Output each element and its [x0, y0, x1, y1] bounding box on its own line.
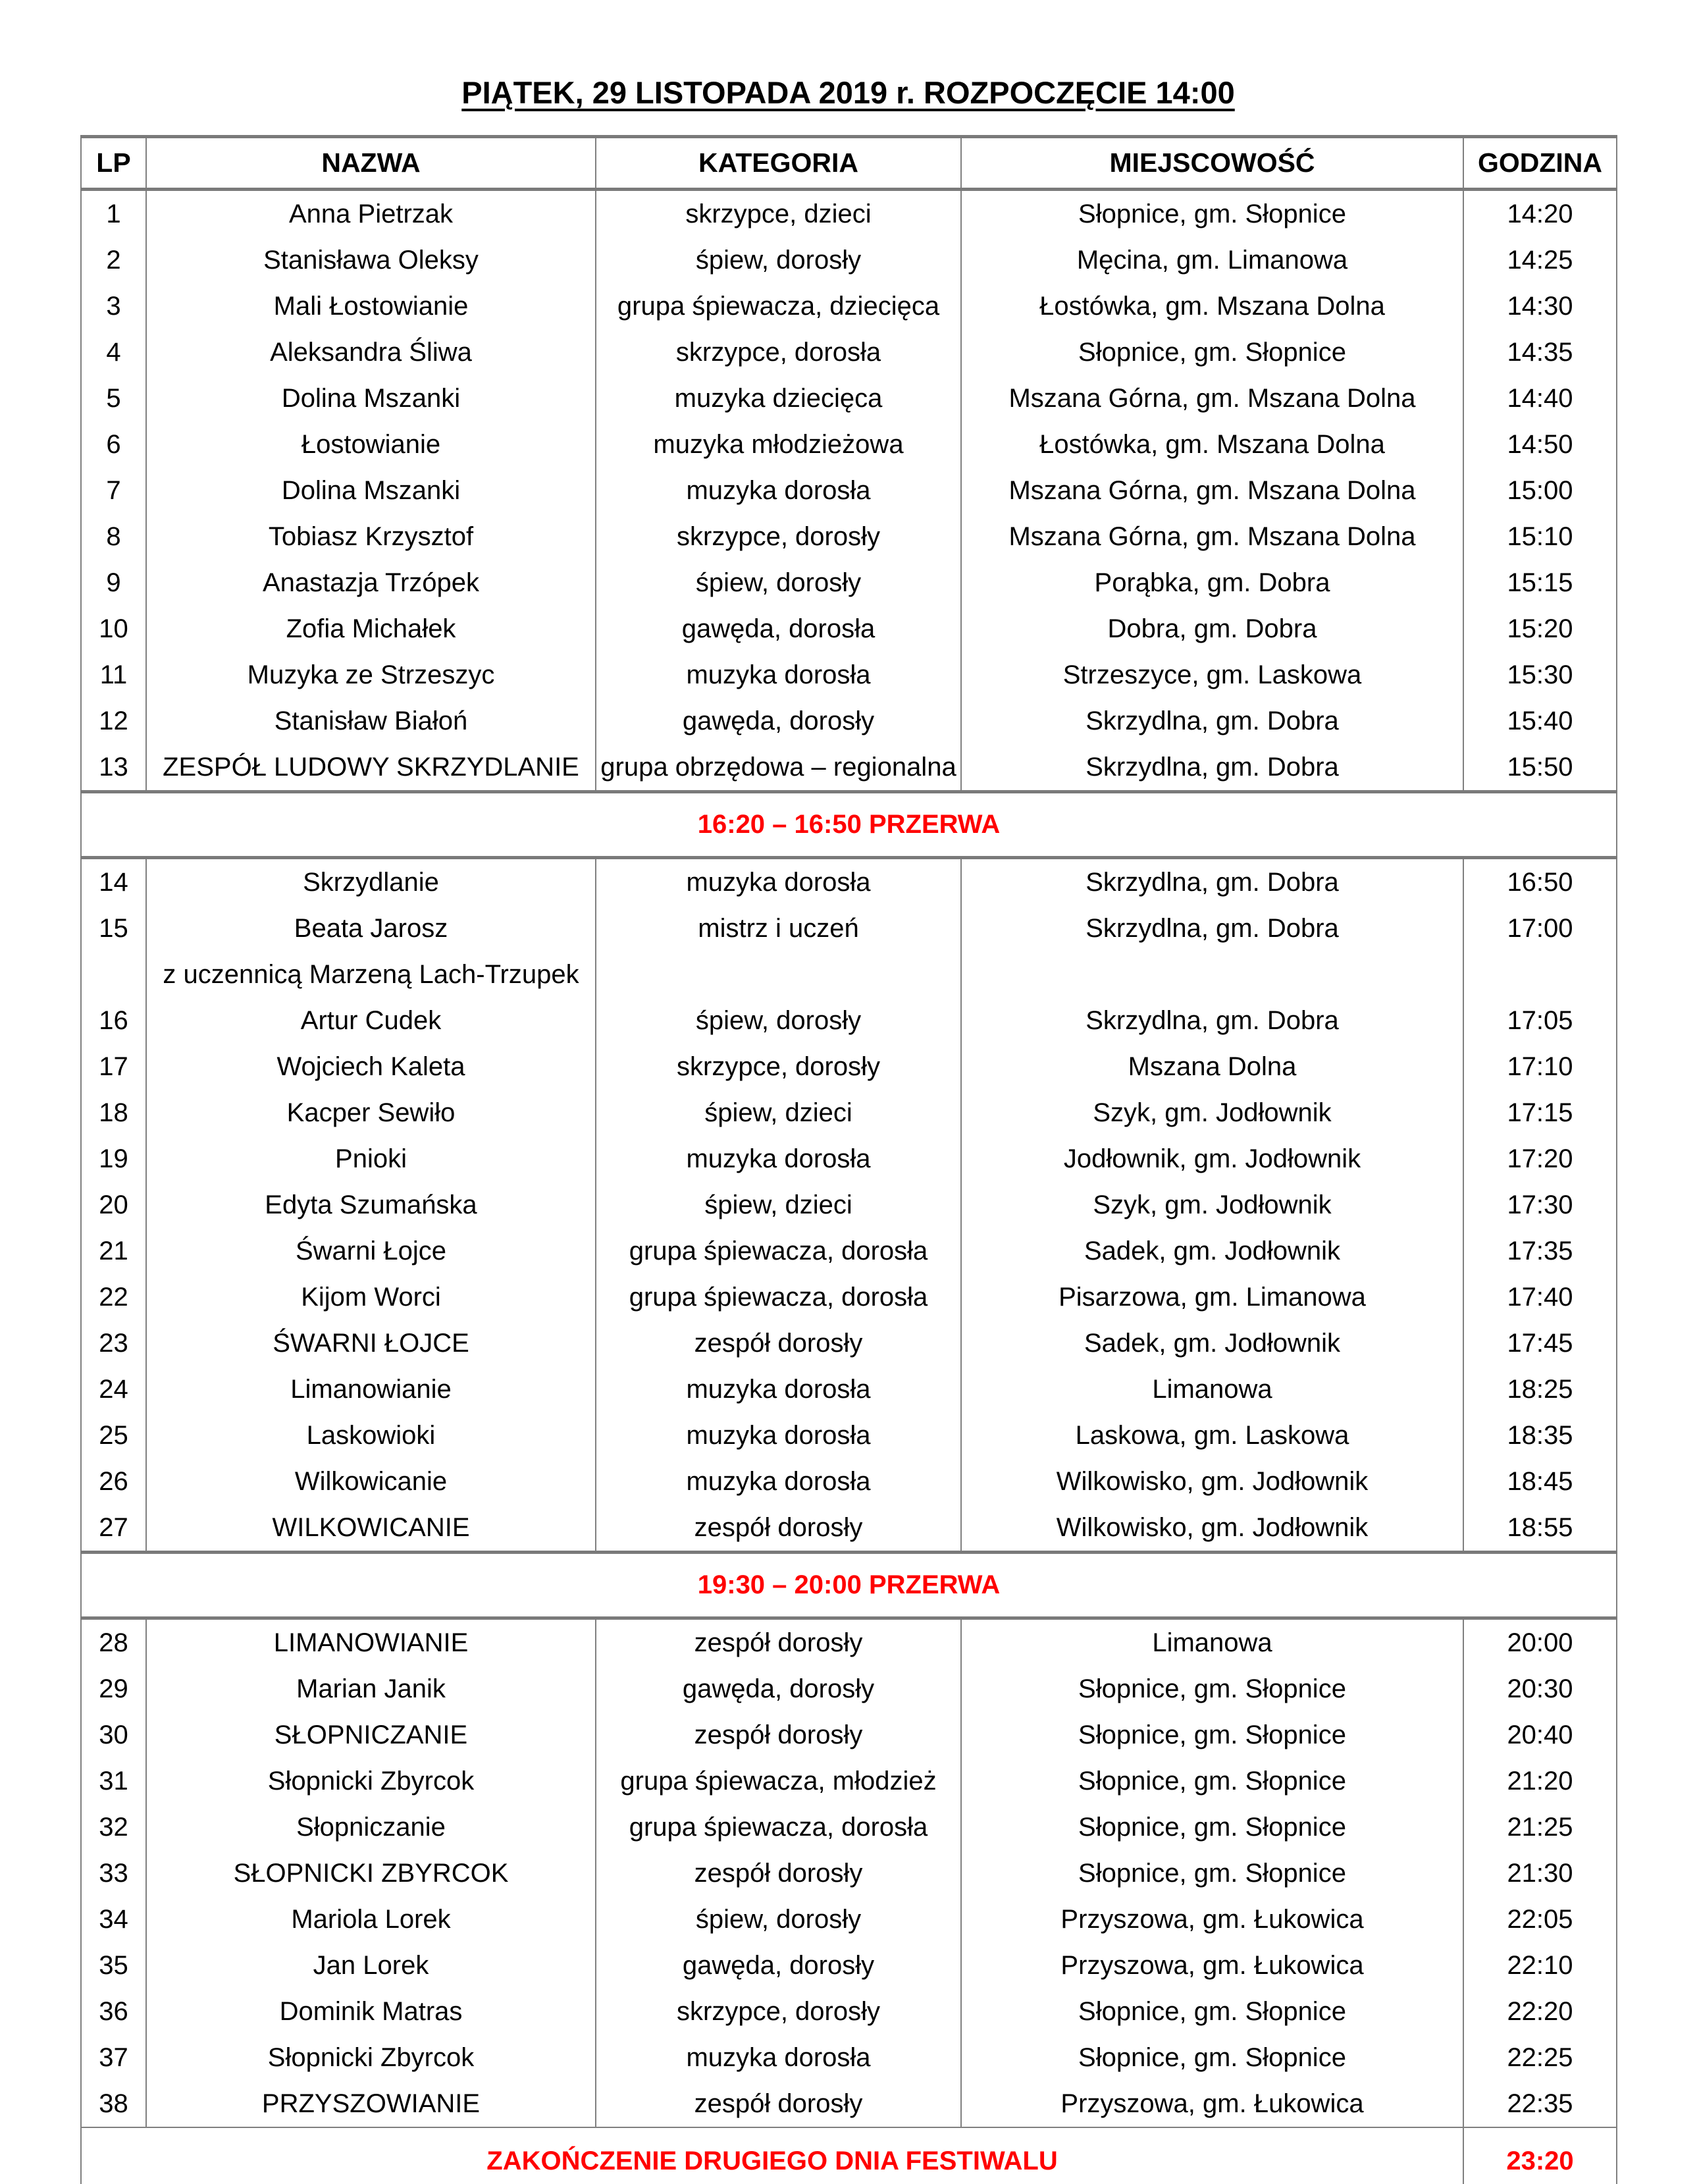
cell-nazwa: Dolina Mszanki	[146, 467, 596, 514]
table-row	[81, 514, 1617, 560]
cell-kategoria: zespół dorosły	[596, 1505, 961, 1553]
cell-nazwa: Słopniczanie	[146, 1804, 596, 1850]
cell-nazwa: Dolina Mszanki	[146, 375, 596, 421]
table-row	[81, 1090, 1617, 1136]
cell-godzina: 22:25	[1463, 2035, 1617, 2081]
table-row	[81, 375, 1617, 421]
cell-miejscowosc: Wilkowisko, gm. Jodłownik	[961, 1458, 1463, 1505]
cell-godzina: 17:05	[1463, 998, 1617, 1044]
cell-miejscowosc: Słopnice, gm. Słopnice	[961, 1804, 1463, 1850]
cell-godzina: 15:30	[1463, 652, 1617, 698]
cell-lp: 12	[81, 698, 146, 744]
cell-miejscowosc: Skrzydlna, gm. Dobra	[961, 744, 1463, 792]
cell-nazwa: SŁOPNICKI ZBYRCOK	[146, 1850, 596, 1896]
cell-miejscowosc: Sadek, gm. Jodłownik	[961, 1228, 1463, 1274]
cell-lp: 34	[81, 1896, 146, 1942]
cell-nazwa: Mariola Lorek	[146, 1896, 596, 1942]
cell-kategoria: skrzypce, dorosły	[596, 514, 961, 560]
cell-miejscowosc: Łostówka, gm. Mszana Dolna	[961, 421, 1463, 467]
cell-nazwa: Marian Janik	[146, 1666, 596, 1712]
cell-miejscowosc: Skrzydlna, gm. Dobra	[961, 905, 1463, 998]
cell-lp: 16	[81, 998, 146, 1044]
cell-kategoria: grupa śpiewacza, dorosła	[596, 1228, 961, 1274]
cell-nazwa: Stanisława Oleksy	[146, 237, 596, 283]
cell-kategoria: skrzypce, dorosły	[596, 1988, 961, 2035]
cell-godzina: 16:50	[1463, 858, 1617, 906]
cell-miejscowosc: Męcina, gm. Limanowa	[961, 237, 1463, 283]
cell-kategoria: śpiew, dorosły	[596, 560, 961, 606]
table-row	[81, 1942, 1617, 1988]
cell-nazwa: Łostowianie	[146, 421, 596, 467]
table-row	[81, 1712, 1617, 1758]
cell-lp: 9	[81, 560, 146, 606]
cell-kategoria: zespół dorosły	[596, 1850, 961, 1896]
cell-miejscowosc: Dobra, gm. Dobra	[961, 606, 1463, 652]
cell-godzina: 18:35	[1463, 1412, 1617, 1458]
cell-kategoria: zespół dorosły	[596, 1320, 961, 1366]
break-row	[81, 792, 1617, 858]
table-row	[81, 1666, 1617, 1712]
break-label: 16:20 – 16:50 PRZERWA	[81, 792, 1617, 858]
cell-lp: 1	[81, 190, 146, 238]
cell-lp: 21	[81, 1228, 146, 1274]
table-row	[81, 1274, 1617, 1320]
cell-lp: 11	[81, 652, 146, 698]
cell-lp: 27	[81, 1505, 146, 1553]
cell-lp: 26	[81, 1458, 146, 1505]
cell-kategoria: muzyka dorosła	[596, 858, 961, 906]
table-row	[81, 905, 1617, 998]
table-row	[81, 744, 1617, 792]
cell-miejscowosc: Przyszowa, gm. Łukowica	[961, 2081, 1463, 2127]
table-row	[81, 1412, 1617, 1458]
header-kategoria: KATEGORIA	[596, 137, 961, 190]
table-row	[81, 1896, 1617, 1942]
cell-nazwa: Laskowioki	[146, 1412, 596, 1458]
cell-miejscowosc: Słopnice, gm. Słopnice	[961, 1712, 1463, 1758]
cell-nazwa: Jan Lorek	[146, 1942, 596, 1988]
cell-nazwa: PRZYSZOWIANIE	[146, 2081, 596, 2127]
cell-godzina: 21:30	[1463, 1850, 1617, 1896]
cell-godzina: 18:55	[1463, 1505, 1617, 1553]
cell-miejscowosc: Mszana Górna, gm. Mszana Dolna	[961, 514, 1463, 560]
cell-lp: 29	[81, 1666, 146, 1712]
cell-nazwa	[146, 905, 596, 998]
cell-nazwa: Kijom Worci	[146, 1274, 596, 1320]
cell-nazwa: Tobiasz Krzysztof	[146, 514, 596, 560]
cell-miejscowosc: Słopnice, gm. Słopnice	[961, 1850, 1463, 1896]
table-row	[81, 1044, 1617, 1090]
cell-nazwa: SŁOPNICZANIE	[146, 1712, 596, 1758]
table-row	[81, 283, 1617, 329]
table-row	[81, 2081, 1617, 2127]
cell-miejscowosc: Słopnice, gm. Słopnice	[961, 329, 1463, 375]
cell-miejscowosc: Słopnice, gm. Słopnice	[961, 2035, 1463, 2081]
table-row	[81, 652, 1617, 698]
cell-kategoria: zespół dorosły	[596, 1618, 961, 1666]
cell-nazwa: Anastazja Trzópek	[146, 560, 596, 606]
table-row	[81, 1804, 1617, 1850]
cell-kategoria: skrzypce, dorosły	[596, 1044, 961, 1090]
cell-lp: 10	[81, 606, 146, 652]
cell-godzina: 14:20	[1463, 190, 1617, 238]
cell-nazwa: Skrzydlanie	[146, 858, 596, 906]
cell-nazwa: WILKOWICANIE	[146, 1505, 596, 1553]
cell-godzina: 14:40	[1463, 375, 1617, 421]
cell-kategoria: mistrz i uczeń	[596, 905, 961, 998]
cell-kategoria: grupa śpiewacza, młodzież	[596, 1758, 961, 1804]
header-miejscowosc: MIEJSCOWOŚĆ	[961, 137, 1463, 190]
cell-kategoria: muzyka dorosła	[596, 1136, 961, 1182]
cell-lp: 31	[81, 1758, 146, 1804]
cell-miejscowosc: Porąbka, gm. Dobra	[961, 560, 1463, 606]
cell-kategoria: skrzypce, dorosła	[596, 329, 961, 375]
cell-lp: 33	[81, 1850, 146, 1896]
cell-godzina: 15:15	[1463, 560, 1617, 606]
cell-godzina: 14:30	[1463, 283, 1617, 329]
cell-godzina: 17:30	[1463, 1182, 1617, 1228]
cell-godzina: 17:40	[1463, 1274, 1617, 1320]
cell-godzina: 18:25	[1463, 1366, 1617, 1412]
cell-godzina: 17:35	[1463, 1228, 1617, 1274]
break-label: 19:30 – 20:00 PRZERWA	[81, 1553, 1617, 1618]
table-row	[81, 1758, 1617, 1804]
cell-miejscowosc: Skrzydlna, gm. Dobra	[961, 698, 1463, 744]
final-row	[81, 2127, 1617, 2184]
cell-nazwa: Anna Pietrzak	[146, 190, 596, 238]
cell-nazwa: ŚWARNI ŁOJCE	[146, 1320, 596, 1366]
table-row	[81, 1366, 1617, 1412]
header-lp: LP	[81, 137, 146, 190]
schedule-table	[80, 135, 1617, 2184]
cell-miejscowosc: Limanowa	[961, 1618, 1463, 1666]
cell-lp: 38	[81, 2081, 146, 2127]
cell-lp: 5	[81, 375, 146, 421]
cell-lp: 7	[81, 467, 146, 514]
cell-miejscowosc: Sadek, gm. Jodłownik	[961, 1320, 1463, 1366]
cell-godzina: 20:40	[1463, 1712, 1617, 1758]
table-row	[81, 467, 1617, 514]
cell-nazwa: Muzyka ze Strzeszyc	[146, 652, 596, 698]
cell-godzina: 18:45	[1463, 1458, 1617, 1505]
table-row	[81, 998, 1617, 1044]
cell-lp: 14	[81, 858, 146, 906]
cell-nazwa: Artur Cudek	[146, 998, 596, 1044]
cell-nazwa: Śwarni Łojce	[146, 1228, 596, 1274]
cell-miejscowosc: Słopnice, gm. Słopnice	[961, 190, 1463, 238]
cell-lp: 8	[81, 514, 146, 560]
cell-kategoria: zespół dorosły	[596, 1712, 961, 1758]
cell-miejscowosc: Szyk, gm. Jodłownik	[961, 1090, 1463, 1136]
cell-nazwa: LIMANOWIANIE	[146, 1618, 596, 1666]
cell-miejscowosc: Szyk, gm. Jodłownik	[961, 1182, 1463, 1228]
cell-lp: 15	[81, 905, 146, 998]
cell-lp: 28	[81, 1618, 146, 1666]
cell-nazwa: Mali Łostowianie	[146, 283, 596, 329]
table-row	[81, 1458, 1617, 1505]
cell-kategoria: grupa śpiewacza, dziecięca	[596, 283, 961, 329]
cell-miejscowosc: Skrzydlna, gm. Dobra	[961, 858, 1463, 906]
cell-lp: 23	[81, 1320, 146, 1366]
cell-lp: 35	[81, 1942, 146, 1988]
final-godzina: 23:20	[1463, 2127, 1617, 2184]
cell-lp: 32	[81, 1804, 146, 1850]
cell-godzina: 20:30	[1463, 1666, 1617, 1712]
cell-nazwa: Słopnicki Zbyrcok	[146, 1758, 596, 1804]
table-row	[81, 1618, 1617, 1666]
cell-kategoria: gawęda, dorosła	[596, 606, 961, 652]
cell-godzina: 22:05	[1463, 1896, 1617, 1942]
cell-miejscowosc: Laskowa, gm. Laskowa	[961, 1412, 1463, 1458]
cell-nazwa-line2: z uczennicą Marzeną Lach-Trzupek	[163, 960, 579, 989]
header-godzina: GODZINA	[1463, 137, 1617, 190]
cell-kategoria: skrzypce, dzieci	[596, 190, 961, 238]
cell-miejscowosc: Słopnice, gm. Słopnice	[961, 1758, 1463, 1804]
cell-nazwa: Aleksandra Śliwa	[146, 329, 596, 375]
cell-godzina: 17:00	[1463, 905, 1617, 998]
table-row	[81, 1228, 1617, 1274]
cell-nazwa: Edyta Szumańska	[146, 1182, 596, 1228]
cell-kategoria: muzyka młodzieżowa	[596, 421, 961, 467]
cell-godzina: 14:25	[1463, 237, 1617, 283]
cell-nazwa: Pnioki	[146, 1136, 596, 1182]
cell-godzina: 15:50	[1463, 744, 1617, 792]
cell-miejscowosc: Limanowa	[961, 1366, 1463, 1412]
cell-nazwa: Wojciech Kaleta	[146, 1044, 596, 1090]
cell-nazwa-line1: Beata Jarosz	[294, 914, 448, 943]
cell-lp: 3	[81, 283, 146, 329]
cell-godzina: 22:35	[1463, 2081, 1617, 2127]
table-row	[81, 606, 1617, 652]
table-row	[81, 1136, 1617, 1182]
cell-nazwa: Kacper Sewiło	[146, 1090, 596, 1136]
table-row	[81, 1988, 1617, 2035]
cell-nazwa: Zofia Michałek	[146, 606, 596, 652]
cell-kategoria: gawęda, dorosły	[596, 1666, 961, 1712]
cell-godzina: 22:10	[1463, 1942, 1617, 1988]
header-row	[81, 137, 1617, 190]
cell-kategoria: śpiew, dorosły	[596, 998, 961, 1044]
cell-nazwa: Wilkowicanie	[146, 1458, 596, 1505]
cell-miejscowosc: Wilkowisko, gm. Jodłownik	[961, 1505, 1463, 1553]
table-row	[81, 190, 1617, 238]
table-row	[81, 329, 1617, 375]
cell-miejscowosc: Skrzydlna, gm. Dobra	[961, 998, 1463, 1044]
table-row	[81, 1182, 1617, 1228]
cell-lp: 2	[81, 237, 146, 283]
cell-godzina: 15:20	[1463, 606, 1617, 652]
cell-miejscowosc: Strzeszyce, gm. Laskowa	[961, 652, 1463, 698]
cell-kategoria: gawęda, dorosły	[596, 1942, 961, 1988]
cell-kategoria: grupa śpiewacza, dorosła	[596, 1274, 961, 1320]
cell-lp: 20	[81, 1182, 146, 1228]
cell-kategoria: zespół dorosły	[596, 2081, 961, 2127]
table-row	[81, 421, 1617, 467]
cell-kategoria: śpiew, dorosły	[596, 237, 961, 283]
cell-miejscowosc: Przyszowa, gm. Łukowica	[961, 1896, 1463, 1942]
table-row	[81, 1320, 1617, 1366]
cell-miejscowosc: Jodłownik, gm. Jodłownik	[961, 1136, 1463, 1182]
cell-godzina: 17:10	[1463, 1044, 1617, 1090]
cell-nazwa: Limanowianie	[146, 1366, 596, 1412]
cell-miejscowosc: Przyszowa, gm. Łukowica	[961, 1942, 1463, 1988]
cell-godzina: 15:00	[1463, 467, 1617, 514]
cell-kategoria: muzyka dorosła	[596, 467, 961, 514]
cell-godzina: 14:50	[1463, 421, 1617, 467]
cell-godzina: 17:45	[1463, 1320, 1617, 1366]
table-row	[81, 1850, 1617, 1896]
cell-godzina: 22:20	[1463, 1988, 1617, 2035]
cell-miejscowosc: Mszana Górna, gm. Mszana Dolna	[961, 375, 1463, 421]
table-row	[81, 698, 1617, 744]
page-title	[80, 74, 1616, 113]
cell-lp: 6	[81, 421, 146, 467]
cell-kategoria: muzyka dorosła	[596, 1366, 961, 1412]
cell-miejscowosc: Mszana Dolna	[961, 1044, 1463, 1090]
cell-lp: 37	[81, 2035, 146, 2081]
cell-godzina: 15:10	[1463, 514, 1617, 560]
cell-lp: 18	[81, 1090, 146, 1136]
cell-kategoria: gawęda, dorosły	[596, 698, 961, 744]
cell-kategoria: muzyka dziecięca	[596, 375, 961, 421]
table-row	[81, 560, 1617, 606]
cell-kategoria: grupa śpiewacza, dorosła	[596, 1804, 961, 1850]
cell-lp: 36	[81, 1988, 146, 2035]
break-row	[81, 1553, 1617, 1618]
cell-miejscowosc: Pisarzowa, gm. Limanowa	[961, 1274, 1463, 1320]
header-nazwa: NAZWA	[146, 137, 596, 190]
final-label: ZAKOŃCZENIE DRUGIEGO DNIA FESTIWALU	[81, 2127, 1463, 2184]
cell-lp: 17	[81, 1044, 146, 1090]
cell-lp: 24	[81, 1366, 146, 1412]
table-row	[81, 858, 1617, 906]
cell-lp: 4	[81, 329, 146, 375]
cell-lp: 25	[81, 1412, 146, 1458]
cell-kategoria: muzyka dorosła	[596, 1412, 961, 1458]
page-title-text: PIĄTEK, 29 LISTOPADA 2019 r. ROZPOCZĘCIE 14:00	[461, 75, 1235, 110]
cell-kategoria: grupa obrzędowa – regionalna	[596, 744, 961, 792]
cell-godzina: 17:15	[1463, 1090, 1617, 1136]
cell-nazwa: ZESPÓŁ LUDOWY SKRZYDLANIE	[146, 744, 596, 792]
cell-lp: 22	[81, 1274, 146, 1320]
cell-kategoria: śpiew, dzieci	[596, 1182, 961, 1228]
cell-lp: 13	[81, 744, 146, 792]
cell-kategoria: śpiew, dorosły	[596, 1896, 961, 1942]
cell-miejscowosc: Słopnice, gm. Słopnice	[961, 1666, 1463, 1712]
cell-lp: 30	[81, 1712, 146, 1758]
cell-godzina: 14:35	[1463, 329, 1617, 375]
cell-miejscowosc: Słopnice, gm. Słopnice	[961, 1988, 1463, 2035]
cell-godzina: 15:40	[1463, 698, 1617, 744]
cell-nazwa: Stanisław Białoń	[146, 698, 596, 744]
cell-kategoria: śpiew, dzieci	[596, 1090, 961, 1136]
cell-godzina: 21:25	[1463, 1804, 1617, 1850]
table-row	[81, 1505, 1617, 1553]
cell-godzina: 20:00	[1463, 1618, 1617, 1666]
cell-godzina: 17:20	[1463, 1136, 1617, 1182]
cell-godzina: 21:20	[1463, 1758, 1617, 1804]
table-row	[81, 2035, 1617, 2081]
table-row	[81, 237, 1617, 283]
cell-lp: 19	[81, 1136, 146, 1182]
cell-miejscowosc: Łostówka, gm. Mszana Dolna	[961, 283, 1463, 329]
cell-kategoria: muzyka dorosła	[596, 2035, 961, 2081]
cell-kategoria: muzyka dorosła	[596, 1458, 961, 1505]
cell-nazwa: Słopnicki Zbyrcok	[146, 2035, 596, 2081]
cell-kategoria: muzyka dorosła	[596, 652, 961, 698]
cell-miejscowosc: Mszana Górna, gm. Mszana Dolna	[961, 467, 1463, 514]
cell-nazwa: Dominik Matras	[146, 1988, 596, 2035]
